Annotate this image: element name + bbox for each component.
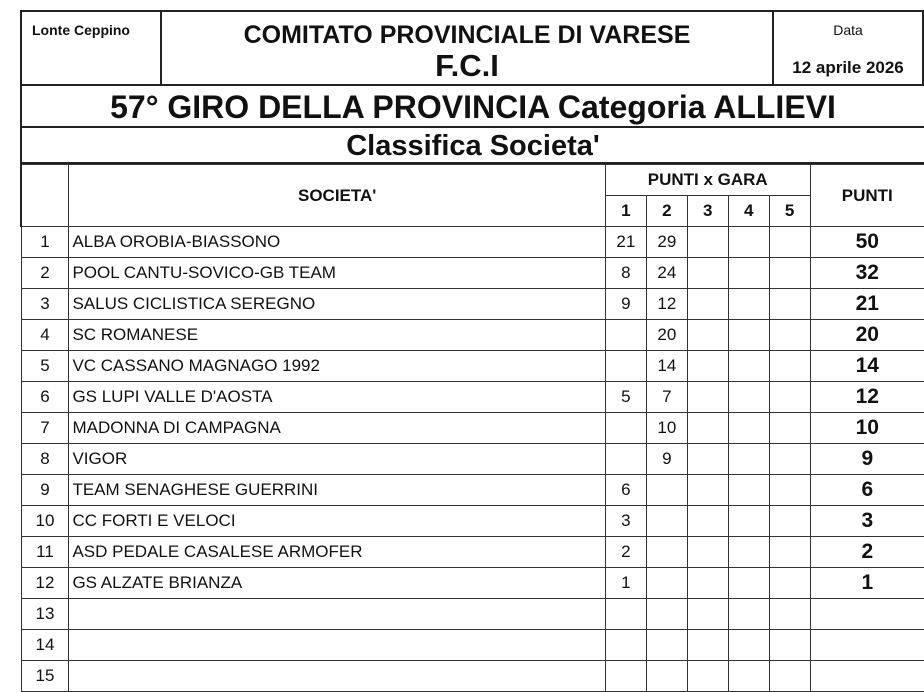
society-cell: MADONNA DI CAMPAGNA (69, 413, 605, 444)
race-4-header: 4 (728, 196, 769, 227)
position-cell: 7 (21, 413, 69, 444)
table-row (21, 258, 924, 289)
race-2-points-cell: 7 (646, 382, 687, 413)
race-1-points-cell: 9 (605, 289, 646, 320)
race-2-points-cell: 14 (646, 351, 687, 382)
total-points-cell: 50 (810, 227, 924, 258)
race-5-points-cell (769, 320, 810, 351)
race-1-points-cell (605, 320, 646, 351)
race-1-points-cell (605, 444, 646, 475)
race-4-points-cell (728, 413, 769, 444)
race-3-points-cell (687, 227, 728, 258)
race-1-points-cell: 6 (605, 475, 646, 506)
position-cell: 5 (21, 351, 69, 382)
organizer-box (20, 10, 162, 86)
race-1-points-cell: 3 (605, 506, 646, 537)
society-cell: SC ROMANESE (69, 320, 605, 351)
race-1-points-cell: 5 (605, 382, 646, 413)
race-3-points-cell (687, 568, 728, 599)
position-cell: 2 (21, 258, 69, 289)
race-1-points-cell (605, 599, 646, 630)
race-4-points-cell (728, 289, 769, 320)
society-cell (69, 599, 605, 630)
race-5-points-cell (769, 444, 810, 475)
society-header: SOCIETA' (69, 165, 605, 227)
race-1-points-cell: 8 (605, 258, 646, 289)
table-row (21, 568, 924, 599)
race-5-points-cell (769, 382, 810, 413)
table-row (21, 382, 924, 413)
race-2-header: 2 (646, 196, 687, 227)
race-5-points-cell (769, 630, 810, 661)
race-4-points-cell (728, 475, 769, 506)
race-2-points-cell (646, 475, 687, 506)
position-cell: 15 (21, 661, 69, 692)
date-label: Data (833, 22, 863, 38)
race-2-points-cell: 10 (646, 413, 687, 444)
race-1-points-cell: 1 (605, 568, 646, 599)
race-3-points-cell (687, 599, 728, 630)
race-4-points-cell (728, 506, 769, 537)
table-row (21, 444, 924, 475)
race-3-header: 3 (687, 196, 728, 227)
race-2-points-cell (646, 568, 687, 599)
race-1-points-cell: 21 (605, 227, 646, 258)
society-cell (69, 661, 605, 692)
page-title: 57° GIRO DELLA PROVINCIA Categoria ALLIEVI (20, 86, 924, 128)
race-1-header: 1 (605, 196, 646, 227)
race-2-points-cell: 24 (646, 258, 687, 289)
total-points-cell: 3 (810, 506, 924, 537)
society-cell (69, 630, 605, 661)
table-row (21, 351, 924, 382)
position-cell: 3 (21, 289, 69, 320)
position-header (21, 165, 69, 227)
total-points-cell: 21 (810, 289, 924, 320)
committee-name: COMITATO PROVINCIALE DI VARESE (243, 21, 691, 49)
position-cell: 8 (21, 444, 69, 475)
date-box (772, 10, 924, 86)
position-cell: 12 (21, 568, 69, 599)
race-5-points-cell (769, 289, 810, 320)
table-row (21, 289, 924, 320)
race-3-points-cell (687, 661, 728, 692)
society-cell: SALUS CICLISTICA SEREGNO (69, 289, 605, 320)
race-5-points-cell (769, 475, 810, 506)
race-3-points-cell (687, 258, 728, 289)
race-2-points-cell: 20 (646, 320, 687, 351)
race-1-points-cell (605, 351, 646, 382)
position-cell: 4 (21, 320, 69, 351)
standings-table (20, 164, 924, 692)
race-4-points-cell (728, 227, 769, 258)
race-4-points-cell (728, 382, 769, 413)
race-5-points-cell (769, 506, 810, 537)
race-2-points-cell: 12 (646, 289, 687, 320)
race-4-points-cell (728, 444, 769, 475)
position-cell: 9 (21, 475, 69, 506)
page-subtitle: Classifica Societa' (20, 128, 924, 164)
race-4-points-cell (728, 351, 769, 382)
position-cell: 11 (21, 537, 69, 568)
race-1-points-cell: 2 (605, 537, 646, 568)
society-cell: GS ALZATE BRIANZA (69, 568, 605, 599)
total-points-cell: 20 (810, 320, 924, 351)
race-3-points-cell (687, 413, 728, 444)
race-5-points-cell (769, 227, 810, 258)
race-2-points-cell (646, 537, 687, 568)
position-cell: 14 (21, 630, 69, 661)
race-4-points-cell (728, 630, 769, 661)
race-4-points-cell (728, 568, 769, 599)
total-points-cell: 14 (810, 351, 924, 382)
total-points-cell (810, 630, 924, 661)
position-cell: 10 (21, 506, 69, 537)
table-row (21, 537, 924, 568)
table-row (21, 599, 924, 630)
total-points-cell: 1 (810, 568, 924, 599)
race-2-points-cell: 9 (646, 444, 687, 475)
society-cell: ASD PEDALE CASALESE ARMOFER (69, 537, 605, 568)
federation-name: F.C.I (435, 48, 499, 83)
race-1-points-cell (605, 413, 646, 444)
race-3-points-cell (687, 351, 728, 382)
total-points-header: PUNTI (810, 165, 924, 227)
table-row (21, 475, 924, 506)
position-cell: 13 (21, 599, 69, 630)
total-points-cell: 12 (810, 382, 924, 413)
table-row (21, 630, 924, 661)
position-cell: 1 (21, 227, 69, 258)
total-points-cell (810, 599, 924, 630)
race-2-points-cell (646, 599, 687, 630)
race-4-points-cell (728, 258, 769, 289)
society-cell: POOL CANTU-SOVICO-GB TEAM (69, 258, 605, 289)
points-per-race-header: PUNTI x GARA (605, 165, 810, 196)
race-4-points-cell (728, 320, 769, 351)
table-row (21, 413, 924, 444)
society-cell: VIGOR (69, 444, 605, 475)
total-points-cell: 9 (810, 444, 924, 475)
date-value: 12 aprile 2026 (792, 58, 904, 77)
table-row (21, 506, 924, 537)
race-3-points-cell (687, 475, 728, 506)
total-points-cell: 2 (810, 537, 924, 568)
society-cell: GS LUPI VALLE D'AOSTA (69, 382, 605, 413)
race-2-points-cell: 29 (646, 227, 687, 258)
race-4-points-cell (728, 599, 769, 630)
race-5-points-cell (769, 599, 810, 630)
society-cell: ALBA OROBIA-BIASSONO (69, 227, 605, 258)
race-5-points-cell (769, 568, 810, 599)
organizer-name: Lonte Ceppino (32, 22, 130, 38)
race-5-points-cell (769, 351, 810, 382)
society-cell: TEAM SENAGHESE GUERRINI (69, 475, 605, 506)
race-3-points-cell (687, 320, 728, 351)
race-5-points-cell (769, 537, 810, 568)
total-points-cell: 10 (810, 413, 924, 444)
society-cell: VC CASSANO MAGNAGO 1992 (69, 351, 605, 382)
race-1-points-cell (605, 661, 646, 692)
race-2-points-cell (646, 506, 687, 537)
table-row (21, 320, 924, 351)
race-2-points-cell (646, 661, 687, 692)
race-3-points-cell (687, 444, 728, 475)
position-cell: 6 (21, 382, 69, 413)
race-2-points-cell (646, 630, 687, 661)
race-3-points-cell (687, 382, 728, 413)
race-3-points-cell (687, 537, 728, 568)
society-cell: CC FORTI E VELOCI (69, 506, 605, 537)
total-points-cell: 6 (810, 475, 924, 506)
race-4-points-cell (728, 537, 769, 568)
race-5-points-cell (769, 413, 810, 444)
table-row (21, 227, 924, 258)
race-1-points-cell (605, 630, 646, 661)
table-row (21, 661, 924, 692)
race-3-points-cell (687, 289, 728, 320)
race-4-points-cell (728, 661, 769, 692)
race-5-header: 5 (769, 196, 810, 227)
total-points-cell (810, 661, 924, 692)
race-5-points-cell (769, 258, 810, 289)
race-5-points-cell (769, 661, 810, 692)
committee-box (160, 10, 774, 86)
total-points-cell: 32 (810, 258, 924, 289)
race-3-points-cell (687, 630, 728, 661)
race-3-points-cell (687, 506, 728, 537)
